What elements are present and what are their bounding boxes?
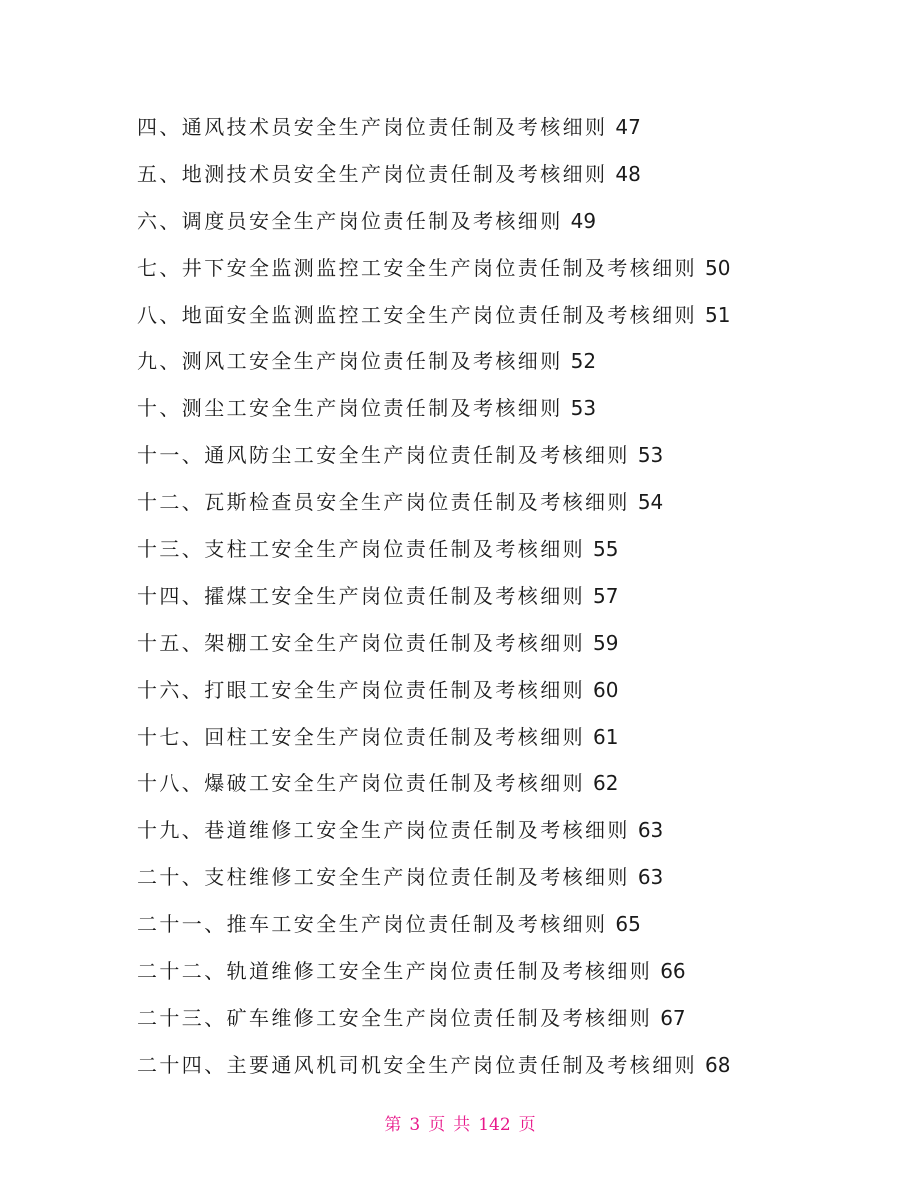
toc-entry-page: 48	[615, 161, 641, 186]
toc-entry-title: 十八、爆破工安全生产岗位责任制及考核细则	[137, 771, 585, 796]
toc-entry[interactable]	[137, 573, 897, 620]
footer-suffix: 页	[518, 1115, 536, 1135]
toc-entry-page: 67	[660, 1005, 686, 1030]
footer-total-word: 共	[453, 1115, 471, 1135]
toc-entry-page: 51	[705, 302, 731, 327]
footer-total-pages: 142	[478, 1115, 511, 1135]
toc-entry-title: 二十三、矿车维修工安全生产岗位责任制及考核细则	[137, 1005, 653, 1030]
toc-entry-page: 63	[637, 818, 664, 843]
toc-entry[interactable]	[137, 1042, 897, 1089]
toc-entry-page: 62	[593, 771, 619, 796]
toc-entry[interactable]	[137, 526, 897, 573]
footer-prefix: 第	[384, 1115, 402, 1135]
footer-current-page: 3	[409, 1115, 421, 1135]
toc-entry-page: 61	[593, 724, 619, 749]
toc-entry-title: 九、测风工安全生产岗位责任制及考核细则	[137, 349, 563, 374]
toc-entry-title: 十四、攉煤工安全生产岗位责任制及考核细则	[137, 583, 585, 608]
toc-entry-page: 57	[593, 583, 619, 608]
toc-entry-title: 十七、回柱工安全生产岗位责任制及考核细则	[137, 724, 585, 749]
toc-entry-page: 53	[570, 396, 597, 421]
toc-entry-title: 十二、瓦斯检查员安全生产岗位责任制及考核细则	[137, 490, 630, 515]
toc-entry-title: 十九、巷道维修工安全生产岗位责任制及考核细则	[137, 818, 630, 843]
toc-entry-title: 二十、支柱维修工安全生产岗位责任制及考核细则	[137, 865, 630, 890]
toc-entry-page: 54	[637, 490, 664, 515]
toc-entry[interactable]	[137, 760, 897, 807]
toc-entry[interactable]	[137, 995, 897, 1042]
toc-entry-title: 十、测尘工安全生产岗位责任制及考核细则	[137, 396, 563, 421]
toc-entry-page: 53	[637, 443, 664, 468]
toc-entry-title: 六、调度员安全生产岗位责任制及考核细则	[137, 208, 563, 233]
toc-entry-title: 七、井下安全监测监控工安全生产岗位责任制及考核细则	[137, 255, 697, 280]
toc-entry-page: 49	[570, 208, 597, 233]
toc-entry-title: 十五、架棚工安全生产岗位责任制及考核细则	[137, 630, 585, 655]
toc-entry[interactable]	[137, 385, 897, 432]
toc-entry[interactable]	[137, 620, 897, 667]
toc-entry-page: 60	[593, 677, 619, 702]
toc-entry[interactable]	[137, 151, 897, 198]
toc-entry[interactable]	[137, 292, 897, 339]
toc-entry-title: 四、通风技术员安全生产岗位责任制及考核细则	[137, 115, 608, 139]
toc-entry-page: 50	[705, 255, 731, 280]
page-footer	[0, 1110, 920, 1135]
toc-entry[interactable]	[137, 714, 897, 761]
toc-entry-title: 十六、打眼工安全生产岗位责任制及考核细则	[137, 677, 585, 702]
toc-entry-page: 52	[570, 349, 597, 374]
toc-entry-title: 十三、支柱工安全生产岗位责任制及考核细则	[137, 537, 585, 562]
toc-entry-page: 59	[593, 630, 619, 655]
table-of-contents	[137, 104, 897, 1089]
toc-entry-title: 二十四、主要通风机司机安全生产岗位责任制及考核细则	[137, 1052, 697, 1077]
toc-entry[interactable]	[137, 432, 897, 479]
toc-entry-page: 68	[705, 1052, 731, 1077]
toc-entry[interactable]	[137, 198, 897, 245]
toc-entry-title: 八、地面安全监测监控工安全生产岗位责任制及考核细则	[137, 302, 697, 327]
footer-page-word: 页	[428, 1115, 446, 1135]
toc-entry-title: 二十一、推车工安全生产岗位责任制及考核细则	[137, 912, 608, 937]
toc-entry-page: 47	[615, 115, 641, 139]
toc-entry[interactable]	[137, 807, 897, 854]
toc-entry[interactable]	[137, 854, 897, 901]
toc-entry-page: 65	[615, 912, 641, 937]
toc-entry[interactable]	[137, 948, 897, 995]
toc-entry[interactable]	[137, 104, 897, 151]
toc-entry[interactable]	[137, 479, 897, 526]
toc-entry[interactable]	[137, 901, 897, 948]
toc-entry[interactable]	[137, 338, 897, 385]
toc-entry[interactable]	[137, 245, 897, 292]
toc-entry-title: 五、地测技术员安全生产岗位责任制及考核细则	[137, 161, 608, 186]
toc-entry-page: 63	[637, 865, 664, 890]
toc-entry-title: 二十二、轨道维修工安全生产岗位责任制及考核细则	[137, 959, 653, 984]
toc-entry[interactable]	[137, 667, 897, 714]
toc-entry-page: 66	[660, 959, 686, 984]
toc-entry-page: 55	[593, 537, 619, 562]
toc-entry-title: 十一、通风防尘工安全生产岗位责任制及考核细则	[137, 443, 630, 468]
